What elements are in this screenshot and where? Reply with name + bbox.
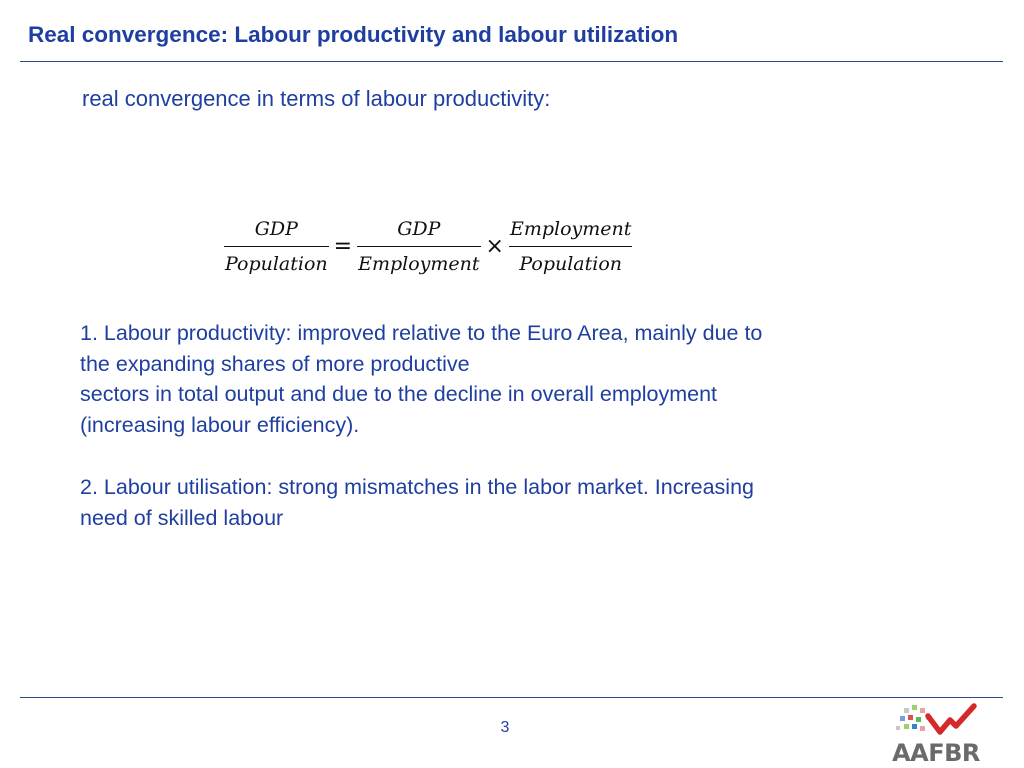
slide-title: Real convergence: Labour productivity and labour utilization (28, 22, 679, 47)
fraction-denominator: Population (519, 253, 623, 275)
times-sign: × (485, 234, 504, 259)
fraction-gdp-per-employment (357, 216, 480, 277)
fraction-bar (224, 246, 329, 247)
fraction-denominator: Employment (358, 253, 480, 275)
fraction-numerator: GDP (254, 218, 298, 240)
text-line: (increasing labour efficiency). (80, 412, 360, 437)
fraction-denominator: Population (225, 253, 328, 275)
text-line: sectors in total output and due to the decline in overall employment (80, 382, 718, 406)
fraction-numerator: GDP (397, 218, 441, 240)
aafbr-logo (890, 702, 982, 766)
fraction-bar (509, 246, 632, 247)
equals-sign: = (333, 234, 353, 259)
intro-text: real convergence in terms of labour productivity: (82, 86, 551, 111)
text-line: the expanding shares of more productive (80, 351, 470, 376)
point-labour-utilisation (80, 472, 920, 533)
productivity-formula (224, 216, 632, 277)
header-divider (20, 61, 1003, 62)
fraction-employment-per-population (509, 216, 632, 277)
page-number: 3 (500, 719, 510, 736)
fraction-gdp-per-population (224, 216, 329, 277)
logo-text: AAFBR (892, 739, 980, 767)
fraction-numerator: Employment (509, 218, 632, 240)
text-line: 1. Labour productivity: improved relative to the Euro Area, mainly due to (80, 321, 763, 345)
footer-divider (20, 697, 1003, 698)
text-line: need of skilled labour (80, 505, 284, 530)
logo-mark-icon (890, 702, 982, 742)
text-line: 2. Labour utilisation: strong mismatches in the labor market. Increasing (80, 475, 754, 499)
point-labour-productivity (80, 318, 920, 440)
fraction-bar (357, 246, 480, 247)
